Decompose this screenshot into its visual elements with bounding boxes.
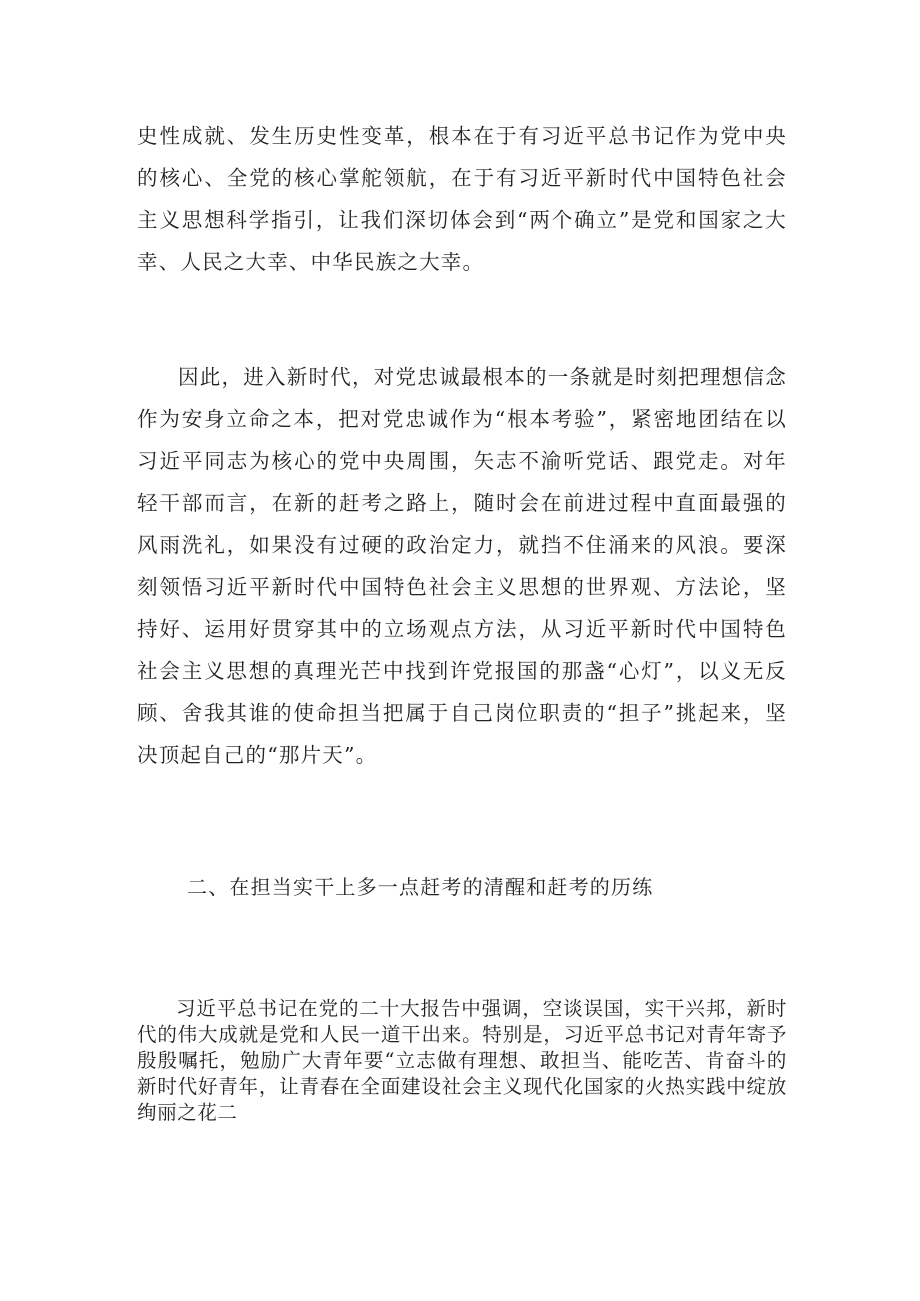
paragraph-continued: 史性成就、发生历史性变革，根本在于有习近平总书记作为党中央的核心、全党的核心掌舵领航，在于有习近平新时代中国特色社会主义思想科学指引，让我们深切体会到“两个确立”是党和国家之大幸、人民之大幸、中华民族之大幸。 [137, 124, 787, 274]
paragraph-practice: 习近平总书记在党的二十大报告中强调，空谈误国，实干兴邦，新时代的伟大成就是党和人民一道干出来。特别是，习近平总书记对青年寄予殷殷嘱托，勉励广大青年要“立志做有理想、敢担当、能吃苦、肯奋斗的新时代好青年，让青春在全面建设社会主义现代化国家的火热实践中绽放绚丽之花二 [137, 997, 787, 1124]
paragraph-loyalty: 因此，进入新时代，对党忠诚最根本的一条就是时刻把理想信念作为安身立命之本，把对党忠诚作为“根本考验”，紧密地团结在以习近平同志为核心的党中央周围，矢志不渝听党话、跟党走。对年轻干部而言，在新的赶考之路上，随时会在前进过程中直面最强的风雨洗礼，如果没有过硬的政治定力，就挡不住涌来的风浪。要深刻领悟习近平新时代中国特色社会主义思想的世界观、方法论，坚持好、运用好贯穿其中的立场观点方法，从习近平新时代中国特色社会主义思想的真理光芒中找到许党报国的那盏“心灯”，以义无反顾、舍我其谁的使命担当把属于自己岗位职责的“担子”挑起来，坚决顶起自己的“那片天”。 [137, 365, 787, 767]
section-heading: 二、在担当实干上多一点赶考的清醒和赶考的历练 [187, 875, 654, 899]
